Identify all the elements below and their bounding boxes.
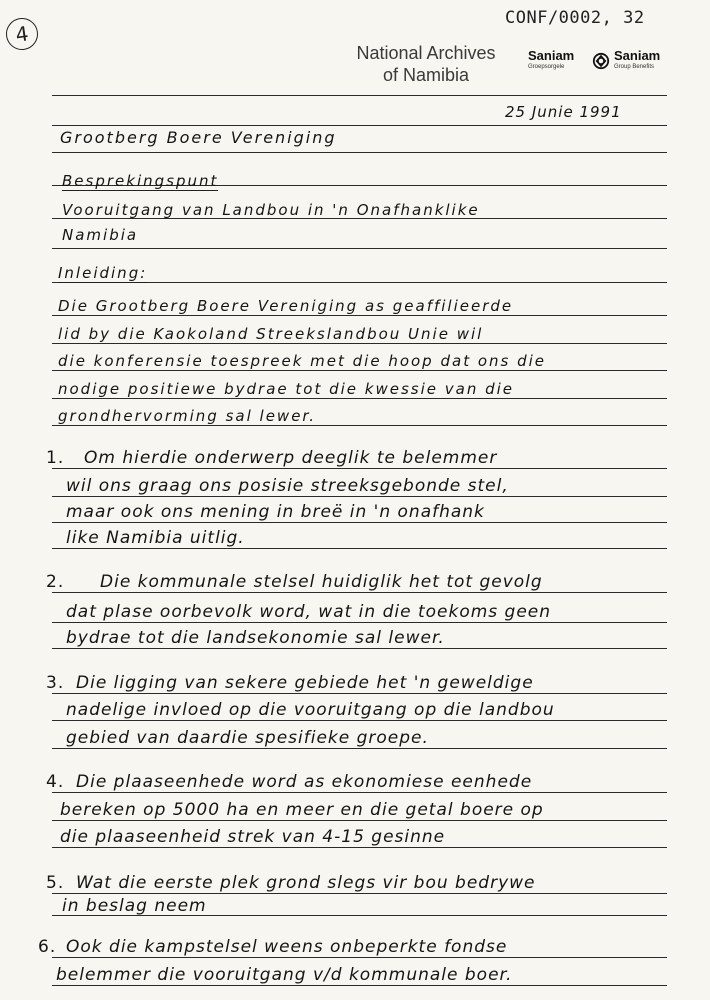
rule-line (52, 468, 667, 469)
point-line: Die plaaseenhede word as ekonomiese eenhede (76, 772, 533, 792)
logo-brand-right: Saniam (614, 48, 661, 63)
rule-line (52, 720, 667, 721)
point-line: dat plase oorbevolk word, wat in die toekoms geen (66, 602, 552, 622)
saniam-emblem-icon (592, 52, 610, 70)
intro-line: Die Grootberg Boere Vereniging as geaffilieerde (58, 297, 514, 315)
rule-line (52, 622, 667, 623)
rule-line (52, 496, 667, 497)
point-line: like Namibia uitlig. (66, 528, 245, 548)
point-line: Ook die kampstelsel weens onbeperkte fondse (66, 937, 508, 957)
bespreking-heading: Besprekingspunt (62, 172, 219, 190)
archive-stamp (336, 42, 516, 86)
rule-line (52, 248, 667, 249)
rule-line (52, 648, 667, 649)
logo-sub-right: Group Benefits (614, 64, 655, 70)
point-number: 3. (46, 673, 65, 693)
point-line: Wat die eerste plek grond slegs vir bou bedrywe (76, 873, 536, 893)
point-line: wil ons graag ons posisie streeksgebonde stel, (66, 476, 509, 496)
point-line: die plaaseenheid strek van 4-15 gesinne (60, 827, 446, 847)
point-line: in beslag neem (62, 896, 207, 916)
rule-line (52, 315, 667, 316)
rule-line (52, 152, 667, 153)
rule-line (52, 548, 667, 549)
rule-line (52, 343, 667, 344)
point-line: Die kommunale stelsel huidiglik het tot gevolg (100, 572, 543, 592)
document-date: 25 Junie 1991 (505, 103, 622, 121)
intro-line: grondhervorming sal lewer. (58, 407, 316, 425)
point-line: bereken op 5000 ha en meer en die getal boere op (60, 800, 544, 820)
point-line: maar ook ons mening in breë in 'n onafhank (66, 502, 485, 522)
rule-line (52, 847, 667, 848)
organisation-name: Grootberg Boere Vereniging (60, 128, 337, 147)
rule-line (52, 398, 667, 399)
rule-line (52, 985, 667, 986)
rule-line (52, 95, 667, 96)
intro-line: lid by die Kaokoland Streekslandbou Unie wil (58, 325, 484, 343)
point-number: 4. (46, 772, 65, 792)
point-number: 2. (46, 572, 65, 592)
rule-line (52, 592, 667, 593)
archive-line-2: of Namibia (382, 65, 470, 85)
point-line: gebied van daardie spesifieke groepe. (66, 728, 429, 748)
archive-reference: CONF/0002, 32 (505, 8, 645, 28)
rule-line (52, 522, 667, 523)
point-number: 5. (46, 873, 65, 893)
saniam-logo (528, 48, 678, 80)
rule-line (52, 370, 667, 371)
point-line: Om hierdie onderwerp deeglik te belemmer (84, 448, 498, 468)
point-line: nadelige invloed op die vooruitgang op die landbou (66, 700, 555, 720)
point-line: bydrae tot die landsekonomie sal lewer. (66, 628, 445, 648)
intro-line: die konferensie toespreek met die hoop dat ons die (58, 352, 547, 370)
rule-line (52, 893, 667, 894)
point-number: 6. (38, 937, 57, 957)
logo-brand-left: Saniam (528, 48, 575, 63)
rule-line (52, 820, 667, 821)
archive-line-1: National Archives (356, 43, 496, 63)
rule-line (52, 748, 667, 749)
intro-line: nodige positiewe bydrae tot die kwessie van die (58, 380, 515, 398)
rule-line (52, 125, 667, 126)
topic-line-2: Namibia (62, 226, 139, 244)
rule-line (52, 957, 667, 958)
inleiding-heading: Inleiding: (58, 264, 148, 282)
rule-line (52, 425, 667, 426)
rule-line (52, 693, 667, 694)
rule-line (52, 792, 667, 793)
point-line: Die ligging van sekere gebiede het 'n geweldige (76, 673, 534, 693)
logo-sub-left: Groepsorgele (528, 64, 565, 70)
topic-line-1: Vooruitgang van Landbou in 'n Onafhanklike (62, 201, 480, 219)
point-line: belemmer die vooruitgang v/d kommunale boer. (56, 965, 513, 985)
point-number: 1. (46, 448, 65, 468)
page-number: 4 (4, 16, 40, 52)
